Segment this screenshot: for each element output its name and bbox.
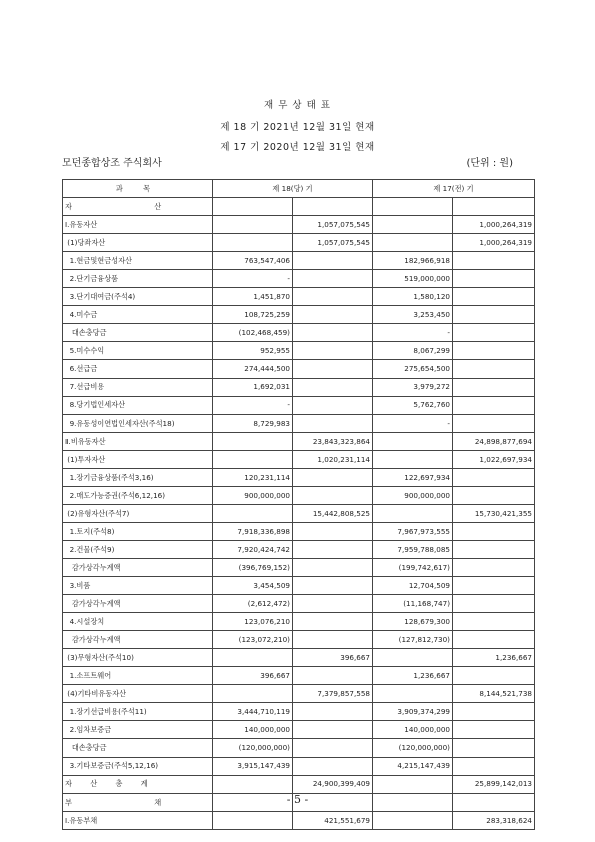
prior-detail-cell	[373, 685, 453, 703]
table-row	[63, 775, 535, 793]
prior-detail-cell: 900,000,000	[373, 486, 453, 504]
current-total-cell	[293, 396, 373, 414]
table-row	[63, 811, 535, 829]
row-label-cell: 1.현금및현금성자산	[63, 252, 213, 270]
current-total-cell	[293, 558, 373, 576]
prior-total-cell	[453, 486, 535, 504]
prior-total-cell	[453, 631, 535, 649]
table-row	[63, 595, 535, 613]
prior-total-cell	[453, 198, 535, 216]
row-label-cell: 6.선급금	[63, 360, 213, 378]
row-label-cell: (2)유형자산(주석7)	[63, 504, 213, 522]
row-label-cell: (1)당좌자산	[63, 234, 213, 252]
table-row	[63, 703, 535, 721]
table-row	[63, 360, 535, 378]
current-detail-cell: 274,444,500	[213, 360, 293, 378]
prior-total-cell	[453, 667, 535, 685]
prior-detail-cell: 1,580,120	[373, 288, 453, 306]
current-detail-cell: 7,918,336,898	[213, 522, 293, 540]
current-total-cell: 15,442,808,525	[293, 504, 373, 522]
column-header-current: 제 18(당) 기	[213, 180, 373, 198]
prior-total-cell	[453, 703, 535, 721]
prior-total-cell: 283,318,624	[453, 811, 535, 829]
table-row	[63, 504, 535, 522]
row-label-cell: 4.시설장치	[63, 613, 213, 631]
prior-total-cell: 1,236,667	[453, 649, 535, 667]
prior-detail-cell: 7,967,973,555	[373, 522, 453, 540]
prior-total-cell	[453, 558, 535, 576]
prior-total-cell	[453, 613, 535, 631]
prior-detail-cell	[373, 432, 453, 450]
current-total-cell	[293, 739, 373, 757]
prior-detail-cell: (11,168,747)	[373, 595, 453, 613]
prior-detail-cell: 3,253,450	[373, 306, 453, 324]
row-label-cell: 대손충당금	[63, 739, 213, 757]
row-label-cell: Ⅰ.유동자산	[63, 216, 213, 234]
prior-total-cell	[453, 396, 535, 414]
table-row	[63, 396, 535, 414]
prior-detail-cell	[373, 811, 453, 829]
current-detail-cell: 952,955	[213, 342, 293, 360]
period-prior: 제 17 기 2020년 12월 31일 현재	[220, 142, 375, 153]
current-detail-cell: -	[213, 270, 293, 288]
current-detail-cell: (2,612,472)	[213, 595, 293, 613]
row-label-cell: 감가상각누계액	[63, 595, 213, 613]
current-total-cell	[293, 486, 373, 504]
prior-total-cell	[453, 306, 535, 324]
table-row	[63, 252, 535, 270]
current-detail-cell: 8,729,983	[213, 414, 293, 432]
table-row	[63, 216, 535, 234]
table-row	[63, 288, 535, 306]
row-label-cell: 7.선급비용	[63, 378, 213, 396]
current-total-cell	[293, 667, 373, 685]
table-row	[63, 306, 535, 324]
prior-total-cell: 1,000,264,319	[453, 234, 535, 252]
current-total-cell	[293, 342, 373, 360]
unit-label: (단위 : 원)	[466, 158, 513, 169]
table-row	[63, 522, 535, 540]
current-detail-cell: (123,072,210)	[213, 631, 293, 649]
current-total-cell	[293, 468, 373, 486]
prior-detail-cell: 1,236,667	[373, 667, 453, 685]
prior-detail-cell: -	[373, 414, 453, 432]
current-total-cell	[293, 270, 373, 288]
table-row	[63, 342, 535, 360]
table-row	[63, 324, 535, 342]
prior-total-cell	[453, 342, 535, 360]
company-name: 모던종합상조 주식회사	[62, 158, 162, 169]
table-row	[63, 486, 535, 504]
current-total-cell	[293, 613, 373, 631]
current-detail-cell: 1,692,031	[213, 378, 293, 396]
current-detail-cell	[213, 432, 293, 450]
prior-total-cell	[453, 378, 535, 396]
prior-total-cell	[453, 414, 535, 432]
table-row	[63, 234, 535, 252]
row-label-cell: 1.소프트웨어	[63, 667, 213, 685]
prior-detail-cell: (127,812,730)	[373, 631, 453, 649]
prior-detail-cell	[373, 775, 453, 793]
prior-total-cell	[453, 721, 535, 739]
prior-total-cell	[453, 270, 535, 288]
current-total-cell	[293, 631, 373, 649]
table-row	[63, 378, 535, 396]
prior-detail-cell	[373, 198, 453, 216]
prior-total-cell: 24,898,877,694	[453, 432, 535, 450]
table-row	[63, 468, 535, 486]
current-detail-cell: 3,444,710,119	[213, 703, 293, 721]
row-label-cell: 1.장기금융상품(주석3,16)	[63, 468, 213, 486]
prior-detail-cell: (120,000,000)	[373, 739, 453, 757]
current-total-cell	[293, 198, 373, 216]
current-total-cell: 24,900,399,409	[293, 775, 373, 793]
table-row	[63, 414, 535, 432]
prior-detail-cell	[373, 234, 453, 252]
current-detail-cell	[213, 234, 293, 252]
prior-total-cell	[453, 468, 535, 486]
current-total-cell	[293, 522, 373, 540]
row-label-cell: 1.장기선급비용(주석11)	[63, 703, 213, 721]
prior-detail-cell	[373, 649, 453, 667]
row-label-cell: 감가상각누계액	[63, 558, 213, 576]
prior-total-cell	[453, 522, 535, 540]
row-label-cell: 자 산	[63, 198, 213, 216]
prior-detail-cell: (199,742,617)	[373, 558, 453, 576]
row-label-cell: Ⅰ.유동부채	[63, 811, 213, 829]
prior-detail-cell	[373, 450, 453, 468]
current-detail-cell: (396,769,152)	[213, 558, 293, 576]
current-total-cell	[293, 306, 373, 324]
table-row	[63, 613, 535, 631]
row-label-cell: (4)기타비유동자산	[63, 685, 213, 703]
row-label-cell: 5.미수수익	[63, 342, 213, 360]
current-total-cell: 23,843,323,864	[293, 432, 373, 450]
table-row	[63, 450, 535, 468]
prior-total-cell	[453, 739, 535, 757]
current-total-cell	[293, 703, 373, 721]
prior-detail-cell: 275,654,500	[373, 360, 453, 378]
row-label-cell: 대손충당금	[63, 324, 213, 342]
current-detail-cell: 1,451,870	[213, 288, 293, 306]
current-detail-cell: 3,915,147,439	[213, 757, 293, 775]
row-label-cell: 4.미수금	[63, 306, 213, 324]
table-row	[63, 667, 535, 685]
row-label-cell: 자 산 총 계	[63, 775, 213, 793]
current-total-cell	[293, 360, 373, 378]
row-label-cell: 2.단기금융상품	[63, 270, 213, 288]
prior-detail-cell: 128,679,300	[373, 613, 453, 631]
table-row	[63, 577, 535, 595]
current-total-cell	[293, 378, 373, 396]
column-header-prior: 제 17(전) 기	[373, 180, 535, 198]
prior-total-cell	[453, 360, 535, 378]
table-header-row	[63, 180, 535, 198]
current-detail-cell: 123,076,210	[213, 613, 293, 631]
prior-detail-cell	[373, 504, 453, 522]
current-detail-cell: -	[213, 396, 293, 414]
current-detail-cell	[213, 504, 293, 522]
current-detail-cell	[213, 450, 293, 468]
row-label-cell: 3.단기대여금(주석4)	[63, 288, 213, 306]
prior-detail-cell	[373, 216, 453, 234]
current-detail-cell: 140,000,000	[213, 721, 293, 739]
table-row	[63, 198, 535, 216]
table-row	[63, 558, 535, 576]
prior-total-cell	[453, 757, 535, 775]
current-total-cell	[293, 721, 373, 739]
current-total-cell: 396,667	[293, 649, 373, 667]
prior-total-cell	[453, 595, 535, 613]
current-detail-cell	[213, 811, 293, 829]
prior-total-cell: 25,899,142,013	[453, 775, 535, 793]
prior-detail-cell: 8,067,299	[373, 342, 453, 360]
prior-total-cell: 1,022,697,934	[453, 450, 535, 468]
current-total-cell: 1,057,075,545	[293, 216, 373, 234]
current-detail-cell: 763,547,406	[213, 252, 293, 270]
current-detail-cell	[213, 775, 293, 793]
prior-detail-cell: 7,959,788,085	[373, 540, 453, 558]
row-label-cell: 2.매도가능증권(주석6,12,16)	[63, 486, 213, 504]
current-detail-cell: (120,000,000)	[213, 739, 293, 757]
row-label-cell: 1.토지(주석8)	[63, 522, 213, 540]
current-detail-cell: 3,454,509	[213, 577, 293, 595]
current-total-cell	[293, 757, 373, 775]
column-header-item: 과 목	[63, 180, 213, 198]
current-total-cell	[293, 288, 373, 306]
prior-detail-cell: 3,979,272	[373, 378, 453, 396]
table-row	[63, 685, 535, 703]
prior-detail-cell: 122,697,934	[373, 468, 453, 486]
current-detail-cell: 396,667	[213, 667, 293, 685]
current-total-cell: 421,551,679	[293, 811, 373, 829]
current-total-cell	[293, 540, 373, 558]
prior-total-cell: 8,144,521,738	[453, 685, 535, 703]
prior-detail-cell: 182,966,918	[373, 252, 453, 270]
prior-total-cell	[453, 288, 535, 306]
balance-sheet-table	[62, 179, 535, 830]
row-label-cell: (3)무형자산(주석10)	[63, 649, 213, 667]
row-label-cell: 부 채	[63, 793, 213, 811]
prior-total-cell: 15,730,421,355	[453, 504, 535, 522]
current-detail-cell: 108,725,259	[213, 306, 293, 324]
table-row	[63, 721, 535, 739]
prior-total-cell: 1,000,264,319	[453, 216, 535, 234]
row-label-cell: 8.당기법인세자산	[63, 396, 213, 414]
prior-detail-cell: 140,000,000	[373, 721, 453, 739]
current-total-cell	[293, 252, 373, 270]
current-detail-cell	[213, 649, 293, 667]
current-detail-cell: (102,468,459)	[213, 324, 293, 342]
current-total-cell: 7,379,857,558	[293, 685, 373, 703]
current-detail-cell: 900,000,000	[213, 486, 293, 504]
prior-detail-cell: 4,215,147,439	[373, 757, 453, 775]
current-total-cell	[293, 414, 373, 432]
table-row	[63, 270, 535, 288]
table-row	[63, 757, 535, 775]
period-current: 제 18 기 2021년 12월 31일 현재	[220, 122, 375, 133]
current-detail-cell	[213, 198, 293, 216]
current-total-cell	[293, 595, 373, 613]
row-label-cell: 3.비품	[63, 577, 213, 595]
table-row	[63, 649, 535, 667]
page-number: - 5 -	[286, 793, 309, 806]
current-total-cell: 1,020,231,114	[293, 450, 373, 468]
prior-detail-cell: 3,909,374,299	[373, 703, 453, 721]
row-label-cell: 9.유동성이연법인세자산(주석18)	[63, 414, 213, 432]
table-row	[63, 540, 535, 558]
row-label-cell: Ⅱ.비유동자산	[63, 432, 213, 450]
row-label-cell: 2.임차보증금	[63, 721, 213, 739]
table-body	[63, 198, 535, 830]
current-detail-cell: 120,231,114	[213, 468, 293, 486]
prior-detail-cell: 5,762,760	[373, 396, 453, 414]
table-row	[63, 739, 535, 757]
prior-total-cell	[453, 577, 535, 595]
row-label-cell: 2.건물(주석9)	[63, 540, 213, 558]
prior-detail-cell: 12,704,509	[373, 577, 453, 595]
current-detail-cell	[213, 685, 293, 703]
prior-total-cell	[453, 540, 535, 558]
table-row	[63, 432, 535, 450]
current-detail-cell: 7,920,424,742	[213, 540, 293, 558]
current-total-cell	[293, 577, 373, 595]
statement-title: 재 무 상 태 표	[264, 100, 331, 111]
current-total-cell	[293, 324, 373, 342]
prior-detail-cell: 519,000,000	[373, 270, 453, 288]
row-label-cell: 3.기타보증금(주석5,12,16)	[63, 757, 213, 775]
prior-total-cell	[453, 252, 535, 270]
prior-detail-cell: -	[373, 324, 453, 342]
table-row	[63, 631, 535, 649]
row-label-cell: 감가상각누계액	[63, 631, 213, 649]
row-label-cell: (1)투자자산	[63, 450, 213, 468]
prior-total-cell	[453, 324, 535, 342]
current-total-cell: 1,057,075,545	[293, 234, 373, 252]
current-detail-cell	[213, 216, 293, 234]
